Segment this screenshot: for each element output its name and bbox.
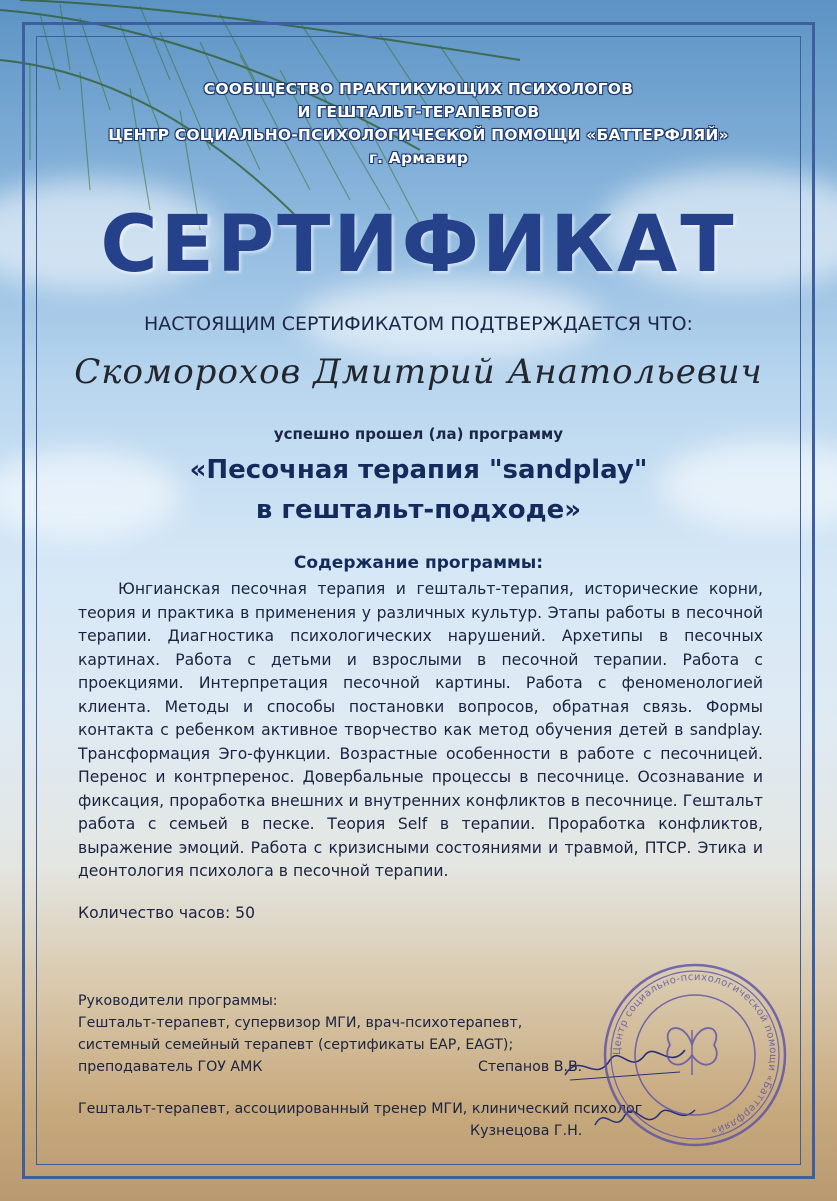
second-signatory-title: Гештальт-терапевт, ассоциированный тренер МГИ, клинический психолог (78, 1101, 643, 1117)
first-signatory-title-line2: системный семейный терапевт (сертификаты EAP, EAGT); (78, 1037, 514, 1053)
first-signatory-name: Степанов В.В. (478, 1059, 583, 1075)
content-title: Содержание программы: (293, 553, 544, 573)
certificate-title: СЕРТИФИКАТ (100, 200, 737, 290)
program-title (0, 450, 837, 530)
svg-text:Центр социально-психологическо: Центр социально-психологической помощи «Баттерфляй» (611, 971, 779, 1137)
completed-text: успешно прошел (ла) программу (273, 425, 564, 443)
organization-line3: ЦЕНТР СОЦИАЛЬНО-ПСИХОЛОГИЧЕСКОЙ ПОМОЩИ «БАТТЕРФЛЯЙ» (108, 126, 729, 144)
first-signatory-title-line1: Гештальт-терапевт, супервизор МГИ, врач-психотерапевт, (78, 1015, 523, 1031)
organization-line1: СООБЩЕСТВО ПРАКТИКУЮЩИХ ПСИХОЛОГОВ (203, 80, 634, 98)
second-signatory-name: Кузнецова Г.Н. (470, 1123, 583, 1139)
organization-city: г. Армавир (368, 149, 469, 167)
recipient-name: Скоморохов Дмитрий Анатольевич (74, 352, 763, 392)
content-text: Юнгианская песочная терапия и гештальт-терапия, исторические корни, теория и практика в применения у различных культур. Этапы работы в песочной терапии. Диагностика психологических нарушений. Архетипы в песочных картинах. Работа с детьми и взрослыми в песочной терапии. Работа с проекциями. Интерпретация песочной картины. Работа с феноменологией клиента. Методы и способы постановки вопросов, обратная связь. Формы контакта с ребенком активное творчество как метод обучения детей в sandplay. Трансформация Эго-функции. Возрастные особенности в работе с песочницей. Перенос и контрперенос. Довербальные процессы в песочнице. Осознавание и фиксация, проработка внешних и внутренних конфликтов в песочнице. Гештальт работа с семьей в песке. Теория Self в терапии. Проработка конфликтов, выражение эмоций. Работа с кризисными состояниями и травмой, ПТСР. Этика и деонтология психолога в песочной терапии. (78, 580, 763, 880)
confirm-text: НАСТОЯЩИМ СЕРТИФИКАТОМ ПОДТВЕРЖДАЕТСЯ ЧТО: (144, 313, 693, 335)
signatories-heading: Руководители программы: (78, 993, 278, 1009)
hours-count: Количество часов: 50 (78, 904, 255, 922)
organization-line2: И ГЕШТАЛЬТ-ТЕРАПЕВТОВ (297, 103, 540, 121)
program-title-line1: «Песочная терапия "sandplay" (189, 455, 648, 485)
program-title-line2: в гештальт-подходе» (255, 495, 582, 525)
organization-stamp (600, 960, 790, 1150)
first-signatory-title-line3: преподаватель ГОУ АМК (78, 1059, 263, 1075)
